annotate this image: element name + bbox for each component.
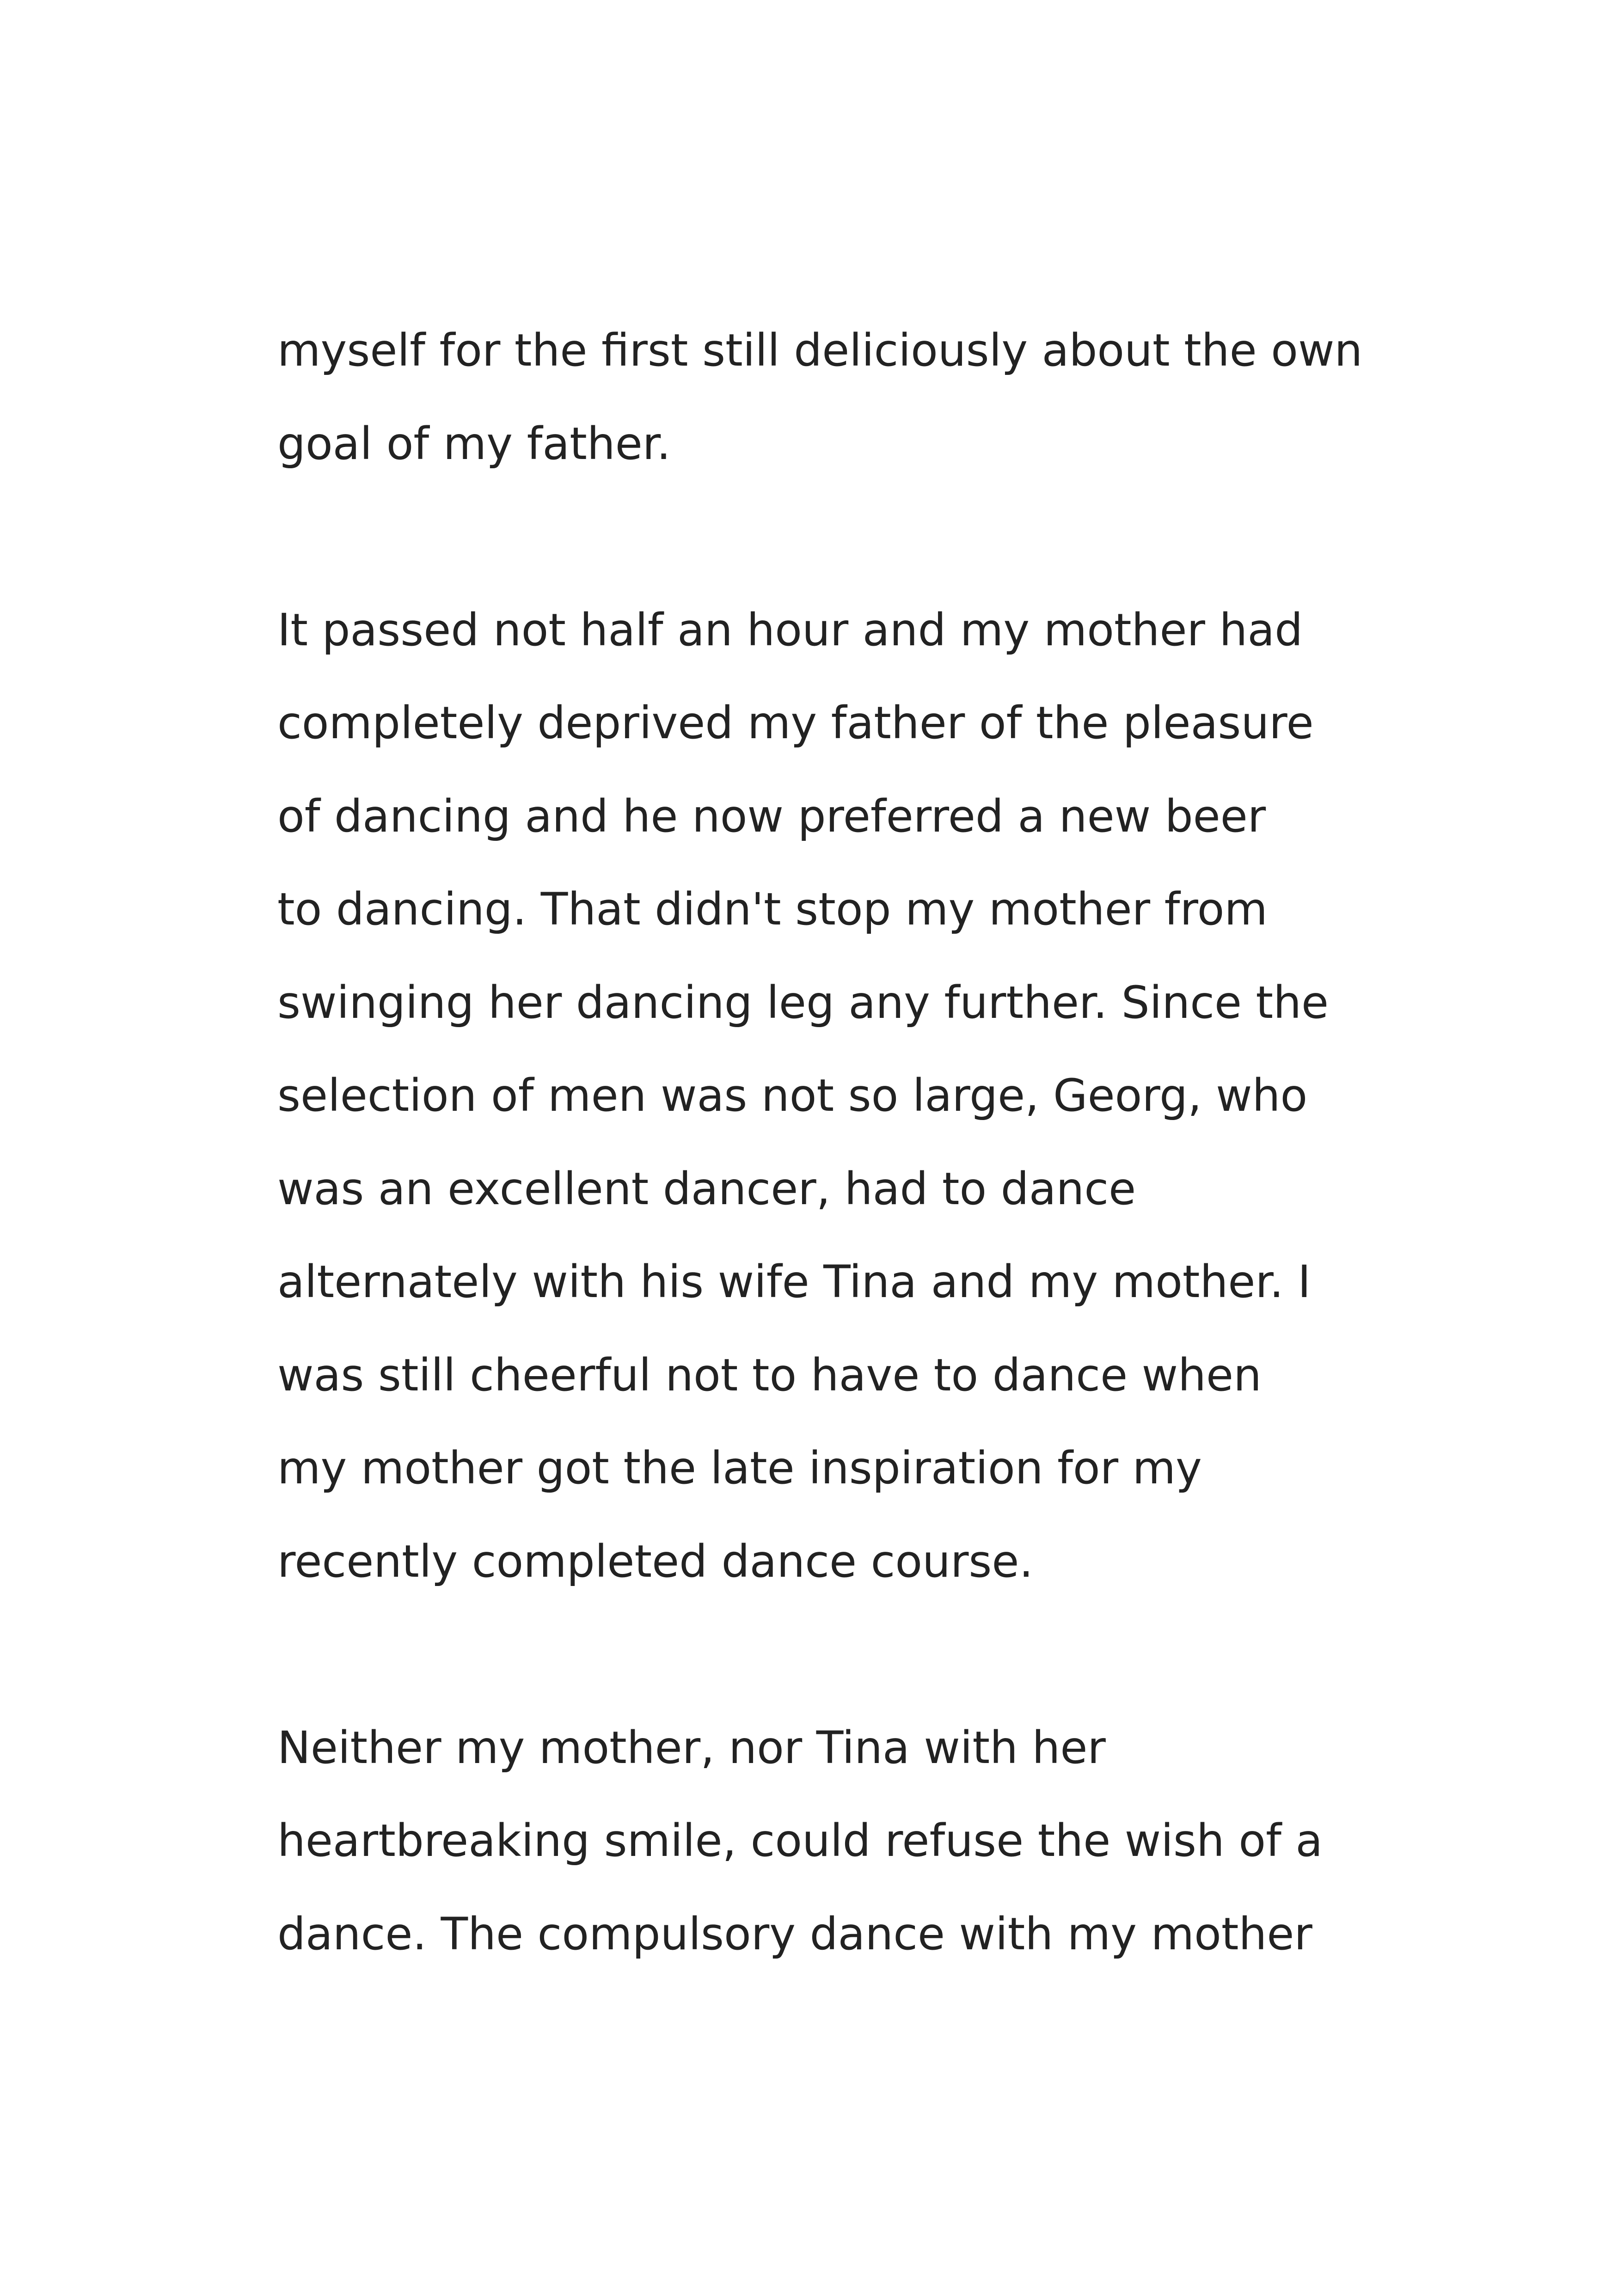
paragraph-1	[277, 304, 1387, 490]
text-line: heartbreaking smile, could refuse the wish of a	[277, 1815, 1323, 1867]
text-line: It passed not half an hour and my mother had	[277, 604, 1303, 656]
text-line: to dancing. That didn't stop my mother from	[277, 883, 1268, 935]
paragraph-2	[277, 584, 1387, 1609]
text-line: myself for the first still deliciously about the own	[277, 325, 1363, 376]
text-line: was an excellent dancer, had to dance	[277, 1163, 1136, 1215]
text-line: was still cheerful not to have to dance when	[277, 1349, 1262, 1401]
text-line: recently completed dance course.	[277, 1535, 1033, 1587]
text-line: completely deprived my father of the pleasure	[277, 697, 1314, 749]
text-line: swinging her dancing leg any further. Since the	[277, 976, 1329, 1029]
text-line: Neither my mother, nor Tina with her	[277, 1721, 1106, 1774]
text-line: of dancing and he now preferred a new beer	[277, 790, 1266, 842]
text-line: selection of men was not so large, Georg, who	[277, 1070, 1308, 1121]
text-line: goal of my father.	[277, 417, 671, 470]
paragraph-gap	[277, 490, 1387, 584]
paragraph-3	[277, 1702, 1387, 1981]
body-text	[277, 304, 1387, 1981]
text-line: my mother got the late inspiration for my	[277, 1442, 1202, 1494]
text-line: dance. The compulsory dance with my mother	[277, 1908, 1312, 1960]
paragraph-gap	[277, 1608, 1387, 1702]
text-line: alternately with his wife Tina and my mother. I	[277, 1256, 1311, 1308]
